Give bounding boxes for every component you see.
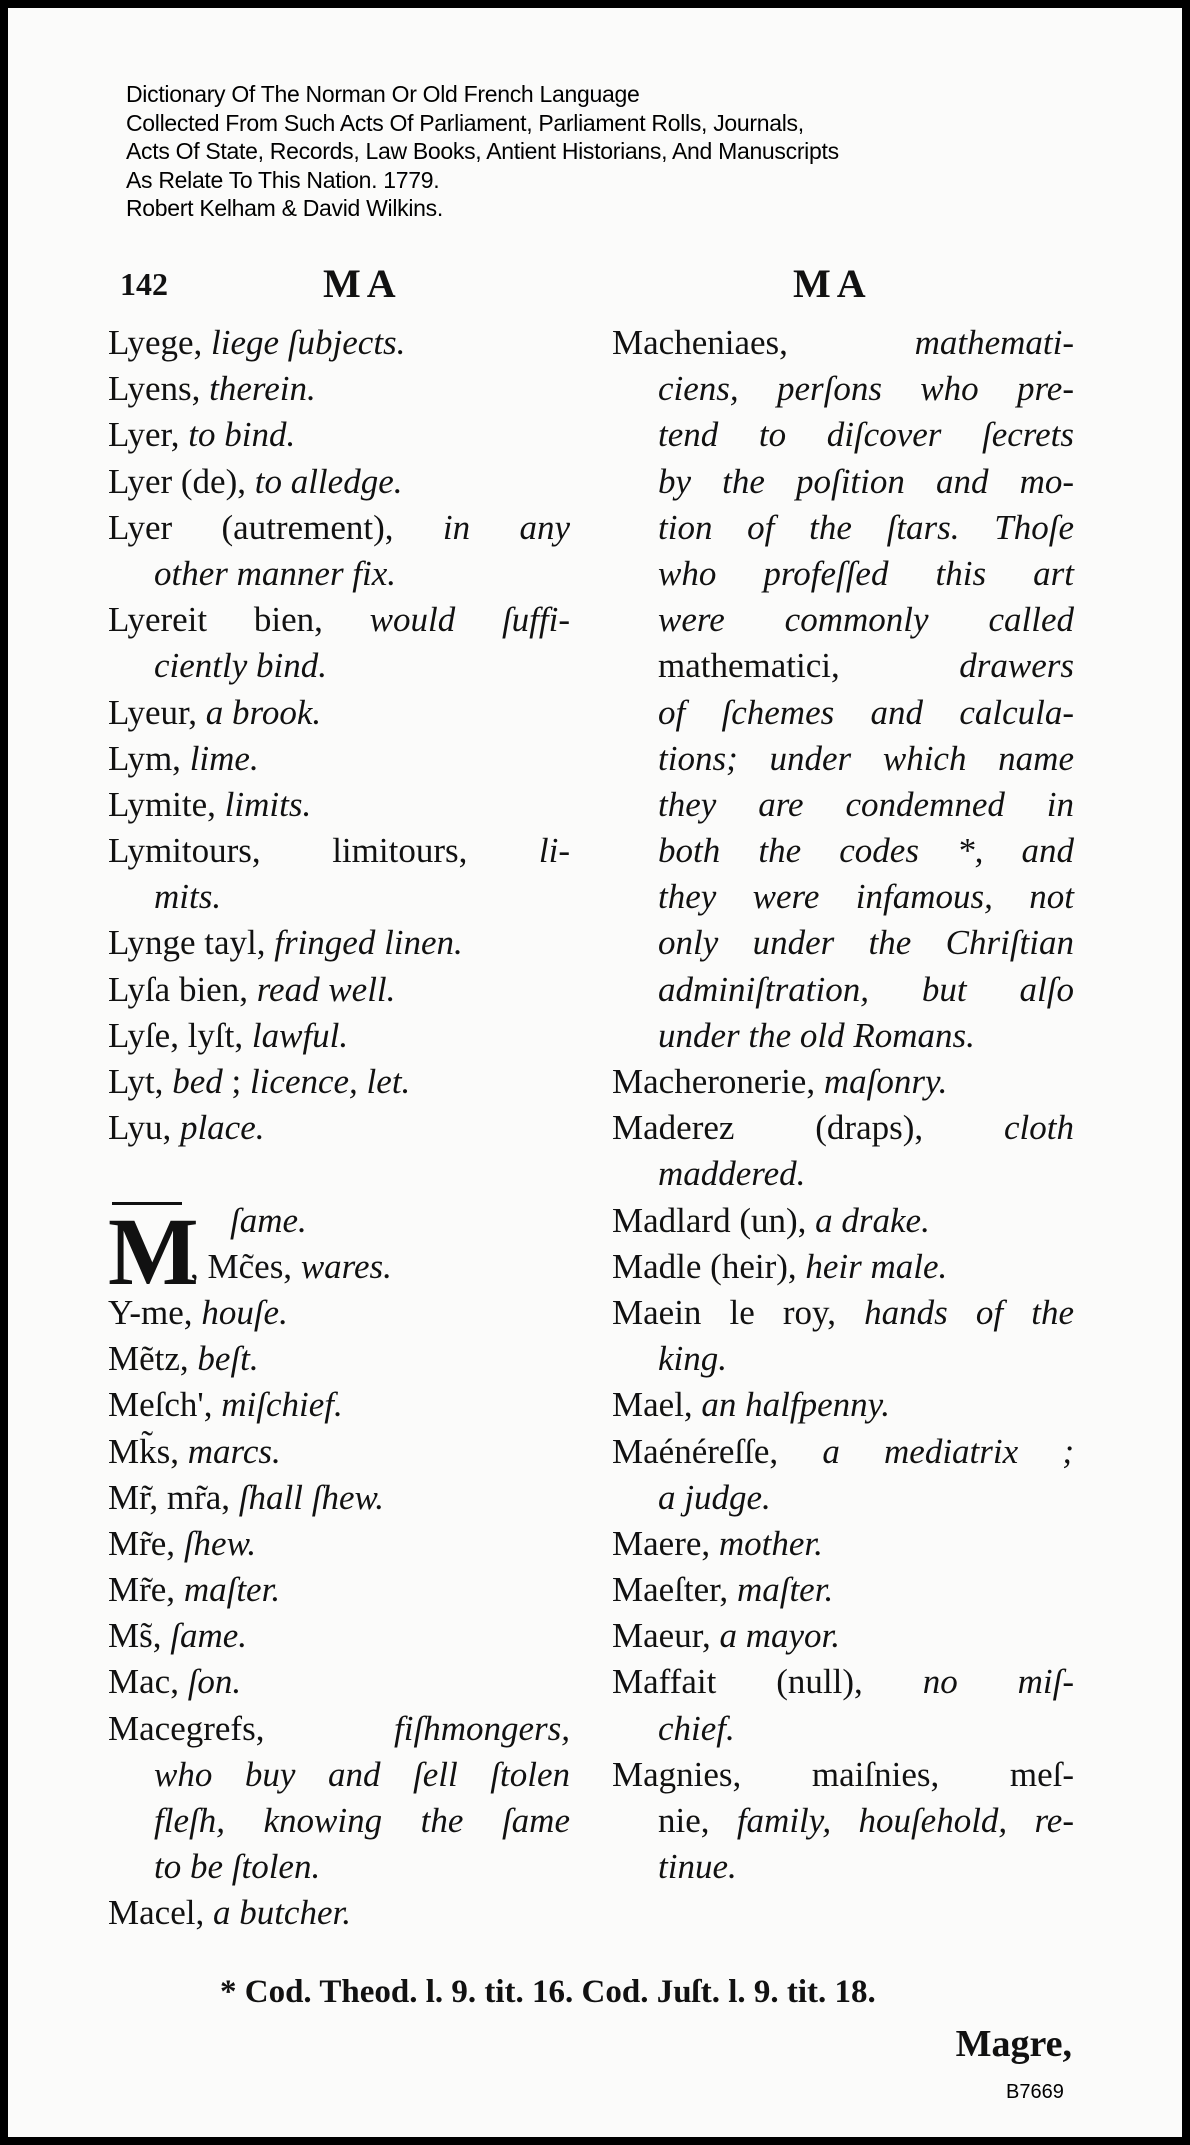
headword-text: Lyege, — [108, 323, 212, 362]
header-authors: Robert Kelham & David Wilkins. — [126, 195, 443, 221]
definition-text: tend to diſcover ſecrets — [658, 415, 1074, 455]
dictionary-line — [108, 920, 570, 966]
dictionary-line — [108, 1475, 570, 1521]
dictionary-line — [612, 1244, 1074, 1290]
headword-text: Maein le roy, — [612, 1292, 865, 1332]
dictionary-line — [612, 1521, 1074, 1567]
definition-text: under the old Romans. — [658, 1015, 975, 1055]
headword-text: Mr̃, mr̃a, — [108, 1477, 239, 1517]
dictionary-line — [108, 459, 570, 505]
dictionary-line — [612, 690, 1074, 736]
header-line: Collected From Such Acts Of Parliament, Parliament Rolls, Journals, — [126, 109, 804, 136]
dictionary-line — [612, 459, 1074, 505]
headword-text: Ms̃, — [108, 1616, 171, 1656]
dictionary-line — [108, 412, 570, 458]
dictionary-line — [108, 967, 570, 1013]
definition-text: a drake. — [815, 1200, 930, 1240]
headword-text: Lyer (autrement), — [108, 507, 443, 547]
dictionary-line — [108, 1798, 570, 1844]
definition-text: fringed linen. — [274, 923, 463, 963]
headword-text: , Mc̃es, — [190, 1246, 301, 1286]
dictionary-line — [108, 1429, 570, 1475]
dictionary-line — [108, 1013, 570, 1059]
definition-text: to alledge. — [254, 461, 403, 501]
definition-text: who profeſſed this art — [658, 553, 1074, 593]
definition-text: maddered. — [658, 1154, 806, 1194]
headword-text: Lymite, — [108, 784, 225, 824]
definition-text: fleſh, knowing the ſame — [154, 1801, 570, 1840]
definition-text: ciens, perſons who pre- — [658, 369, 1074, 409]
headword-text: Lyt, — [108, 1062, 173, 1101]
definition-text: place. — [179, 1108, 265, 1148]
definition-text: lawful. — [251, 1015, 349, 1055]
dictionary-line — [612, 736, 1074, 782]
headword-text: Macel, — [108, 1893, 213, 1933]
dictionary-line — [612, 551, 1074, 597]
definition-text: lime. — [189, 738, 259, 778]
page — [8, 8, 1182, 2137]
definition-text: chief. — [658, 1708, 735, 1748]
dictionary-line — [612, 1844, 1074, 1890]
dictionary-line — [108, 505, 570, 551]
headword-text: Lynge tayl, — [108, 923, 275, 963]
headword-text: Lyeur, — [108, 692, 206, 732]
dictionary-line — [108, 320, 570, 366]
running-head-left: MA — [323, 261, 402, 306]
dictionary-line — [108, 782, 570, 828]
dictionary-line — [108, 690, 570, 736]
definition-text: a judge. — [658, 1477, 771, 1517]
definition-text: to bind. — [188, 415, 296, 455]
headword-text: Lyens, — [108, 369, 210, 409]
definition-text: a mediatrix ; — [822, 1431, 1075, 1471]
definition-text: liege ſubjects. — [211, 323, 406, 362]
dictionary-line — [612, 1567, 1074, 1613]
headword-text: Lymitours, limitours, — [108, 831, 539, 871]
dictionary-line — [612, 320, 1074, 366]
dictionary-line — [108, 366, 570, 412]
headword-text: Lyer (de), — [108, 461, 255, 501]
dictionary-line — [108, 1752, 570, 1798]
definition-text: drawers — [959, 646, 1074, 686]
dictionary-line — [612, 1059, 1074, 1105]
dictionary-line — [108, 736, 570, 782]
definition-text: no miſ- — [922, 1662, 1074, 1702]
dictionary-line — [108, 1659, 570, 1705]
dictionary-line — [108, 551, 570, 597]
headword-text: Madlard (un), — [612, 1200, 816, 1240]
headword-text: Maere, — [612, 1523, 719, 1563]
image-code: B7669 — [1006, 2081, 1064, 2103]
definition-text: they are condemned in — [658, 784, 1074, 824]
definition-text: hands of the — [864, 1292, 1074, 1332]
definition-text: an halfpenny. — [701, 1385, 891, 1425]
dictionary-line — [108, 643, 570, 689]
headword-text: Lyereit bien, — [108, 600, 370, 640]
dictionary-line — [108, 597, 570, 643]
definition-text: they were infamous, not — [658, 877, 1074, 917]
headword-text: Y-me, — [108, 1292, 202, 1332]
dictionary-line — [612, 1798, 1074, 1844]
dictionary-line — [108, 1382, 570, 1428]
definition-text: mathemati- — [914, 323, 1074, 362]
definition-text: limits. — [224, 784, 312, 824]
definition-text: family, houſehold, re- — [736, 1801, 1074, 1840]
dictionary-line — [612, 505, 1074, 551]
definition-text: king. — [658, 1339, 728, 1379]
definition-text: bed — [172, 1062, 223, 1101]
dictionary-line — [612, 782, 1074, 828]
definition-text: a brook. — [205, 692, 322, 732]
headword-text: nie, — [658, 1801, 737, 1840]
headword-text: Lyſe, lyſt, — [108, 1015, 252, 1055]
headword-text: Mẽtz, — [108, 1339, 198, 1379]
definition-text: tions; under which name — [658, 738, 1074, 778]
definition-text: maſter. — [183, 1570, 281, 1610]
dictionary-line — [612, 874, 1074, 920]
dictionary-line — [612, 967, 1074, 1013]
dictionary-line — [108, 1105, 570, 1151]
headword-text: Mr̃e, — [108, 1523, 184, 1563]
dictionary-line — [612, 1475, 1074, 1521]
definition-text: ciently bind. — [154, 646, 328, 686]
definition-text: cloth — [1004, 1108, 1074, 1148]
headword-text: Meſch', — [108, 1385, 222, 1425]
definition-text: ſame. — [230, 1200, 307, 1240]
definition-text: would ſuffi- — [369, 600, 570, 640]
definition-text: licence, let. — [249, 1062, 411, 1101]
definition-text: miſchief. — [221, 1385, 343, 1425]
definition-text: both the codes *, and — [658, 831, 1074, 871]
running-head-right: MA — [793, 261, 872, 306]
definition-text: maſter. — [736, 1570, 834, 1610]
definition-text: beſt. — [197, 1339, 259, 1379]
definition-text: a mayor. — [719, 1616, 841, 1656]
definition-text: of ſchemes and calcula- — [658, 692, 1074, 732]
definition-text: ſhall ſhew. — [238, 1477, 384, 1517]
headword-text: Magnies, maiſnies, meſ- — [612, 1754, 1074, 1794]
definition-text: ſon. — [187, 1662, 242, 1702]
headword-text: Lyu, — [108, 1108, 180, 1148]
headword-text: Lym, — [108, 738, 190, 778]
header-date: As Relate To This Nation. 1779. — [126, 166, 440, 193]
dictionary-line — [108, 1336, 570, 1382]
definition-text: a butcher. — [212, 1893, 351, 1933]
dictionary-line — [612, 1429, 1074, 1475]
right-column — [612, 320, 1074, 1890]
headword-text: Madle (heir), — [612, 1246, 806, 1286]
headword-text: Lyer, — [108, 415, 189, 455]
headword-text: Macegrefs, — [108, 1708, 395, 1748]
headword-text: Maffait (null), — [612, 1662, 923, 1702]
catchword: Magre, — [955, 2023, 1072, 2065]
headword-text: Maderez (draps), — [612, 1108, 1005, 1148]
headword-text: Maénéreſſe, — [612, 1431, 823, 1471]
definition-text: other manner fix. — [154, 553, 397, 593]
definition-text: mits. — [154, 877, 222, 917]
dictionary-line — [108, 1059, 570, 1105]
dictionary-line — [612, 1105, 1074, 1151]
blank-line — [108, 1151, 570, 1197]
dictionary-line — [612, 828, 1074, 874]
definition-text: fiſhmongers, — [394, 1708, 570, 1748]
headword-text: Mr̃e, — [108, 1570, 184, 1610]
dictionary-line — [612, 1198, 1074, 1244]
definition-text: ſhew. — [183, 1523, 257, 1563]
dictionary-line — [108, 1613, 570, 1659]
dictionary-line — [108, 1890, 570, 1936]
dictionary-line — [108, 1567, 570, 1613]
definition-text: heir male. — [805, 1246, 948, 1286]
definition-text: wares. — [300, 1246, 392, 1286]
dictionary-line — [612, 1013, 1074, 1059]
definition-text: houſe. — [201, 1292, 288, 1332]
dictionary-line — [108, 1521, 570, 1567]
headword-text: Mael, — [612, 1385, 702, 1425]
dictionary-line — [612, 1659, 1074, 1705]
dictionary-line — [108, 874, 570, 920]
header-title: Dictionary Of The Norman Or Old French Language — [126, 81, 640, 107]
definition-text: therein. — [209, 369, 316, 409]
dictionary-line — [612, 597, 1074, 643]
definition-text: who buy and ſell ſtolen — [154, 1754, 570, 1794]
definition-text: to be ſtolen. — [154, 1847, 321, 1887]
definition-text: tion of the ſtars. Thoſe — [658, 507, 1074, 547]
headword-text: Macheronerie, — [612, 1062, 824, 1101]
footnote: * Cod. Theod. l. 9. tit. 16. Cod. Juſt. l. 9. tit. 18. — [220, 1974, 876, 2010]
dictionary-line — [612, 1613, 1074, 1659]
headword-text: Macheniaes, — [612, 323, 915, 362]
definition-text: ſame. — [170, 1616, 248, 1656]
dictionary-line — [612, 1706, 1074, 1752]
dictionary-line — [612, 1752, 1074, 1798]
drop-cap: M — [108, 1197, 199, 1305]
document-header — [126, 80, 839, 223]
dictionary-line — [612, 1382, 1074, 1428]
definition-text: read well. — [256, 969, 396, 1009]
definition-text: in any — [442, 507, 570, 547]
left-column — [108, 320, 570, 1937]
dictionary-line — [108, 1706, 570, 1752]
headword-text: Mac, — [108, 1662, 188, 1702]
definition-text: tinue. — [658, 1847, 737, 1887]
dictionary-line — [612, 643, 1074, 689]
dictionary-line — [612, 1336, 1074, 1382]
definition-text: were commonly called — [658, 600, 1074, 640]
dictionary-line — [108, 1844, 570, 1890]
definition-text: by the poſition and mo- — [658, 461, 1074, 501]
dictionary-line — [612, 1151, 1074, 1197]
definition-text: only under the Chriſtian — [658, 923, 1074, 963]
headword-text: Maeſter, — [612, 1570, 737, 1610]
headword-text: Mk̃s, — [108, 1431, 188, 1471]
header-line: Acts Of State, Records, Law Books, Antient Historians, And Manuscripts — [126, 138, 839, 164]
headword-text: Lyſa bien, — [108, 969, 257, 1009]
dictionary-line — [108, 828, 570, 874]
dictionary-line — [612, 1290, 1074, 1336]
definition-text: marcs. — [187, 1431, 281, 1471]
definition-text: adminiſtration, but alſo — [658, 969, 1074, 1009]
headword-text: ; — [222, 1062, 250, 1101]
page-number: 142 — [120, 266, 168, 302]
dictionary-line — [612, 920, 1074, 966]
definition-text: li- — [538, 831, 570, 871]
headword-text: Maeur, — [612, 1616, 720, 1656]
definition-text: maſonry. — [823, 1062, 948, 1101]
dictionary-line — [612, 366, 1074, 412]
dictionary-line — [612, 412, 1074, 458]
headword-text: mathematici, — [658, 646, 960, 686]
definition-text: mother. — [718, 1523, 823, 1563]
